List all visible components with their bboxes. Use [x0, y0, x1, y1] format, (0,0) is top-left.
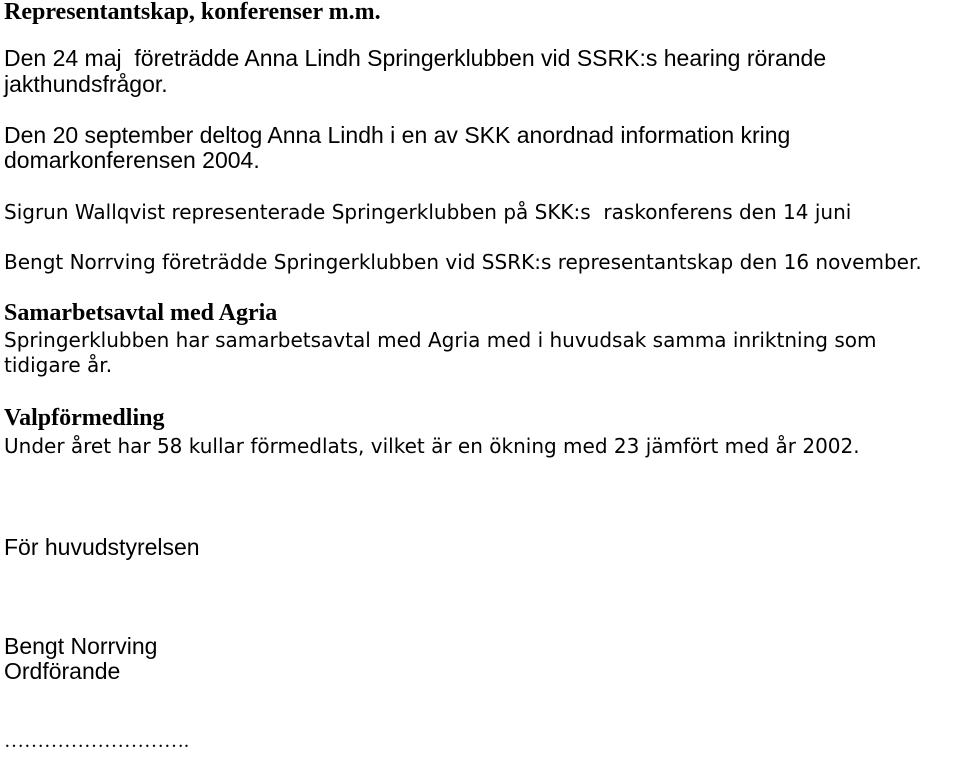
paragraph-line: Den 24 maj företrädde Anna Lindh Springerklubben vid SSRK:s hearing rörande: [4, 45, 827, 71]
paragraph-line: Den 20 september deltog Anna Lindh i en av SKK anordnad information kring: [4, 122, 791, 148]
signature-dotted-line: ……………………….: [4, 730, 189, 752]
paragraph-line: tidigare år.: [4, 353, 113, 377]
signature-role: Ordförande: [4, 658, 121, 684]
section-heading-valpformedling: Valpförmedling: [4, 405, 165, 431]
paragraph-raskonferens: Sigrun Wallqvist representerade Springerklubben på SKK:s raskonferens den 14 juni: [4, 200, 852, 224]
signature-closing: För huvudstyrelsen: [4, 534, 200, 560]
section-heading-agria: Samarbetsavtal med Agria: [4, 300, 278, 326]
signature-name: Bengt Norrving: [4, 633, 158, 659]
paragraph-line: Springerklubben har samarbetsavtal med Agria med i huvudsak samma inriktning som: [4, 328, 877, 352]
paragraph-representantskap: Bengt Norrving företrädde Springerklubben vid SSRK:s representantskap den 16 november.: [4, 250, 922, 274]
paragraph-line: jakthundsfrågor.: [4, 71, 168, 97]
paragraph-line: domarkonferensen 2004.: [4, 147, 260, 173]
paragraph-line: Under året har 58 kullar förmedlats, vilket är en ökning med 23 jämfört med år 2002.: [4, 434, 860, 458]
section-title-representantskap: Representantskap, konferenser m.m.: [4, 0, 381, 25]
